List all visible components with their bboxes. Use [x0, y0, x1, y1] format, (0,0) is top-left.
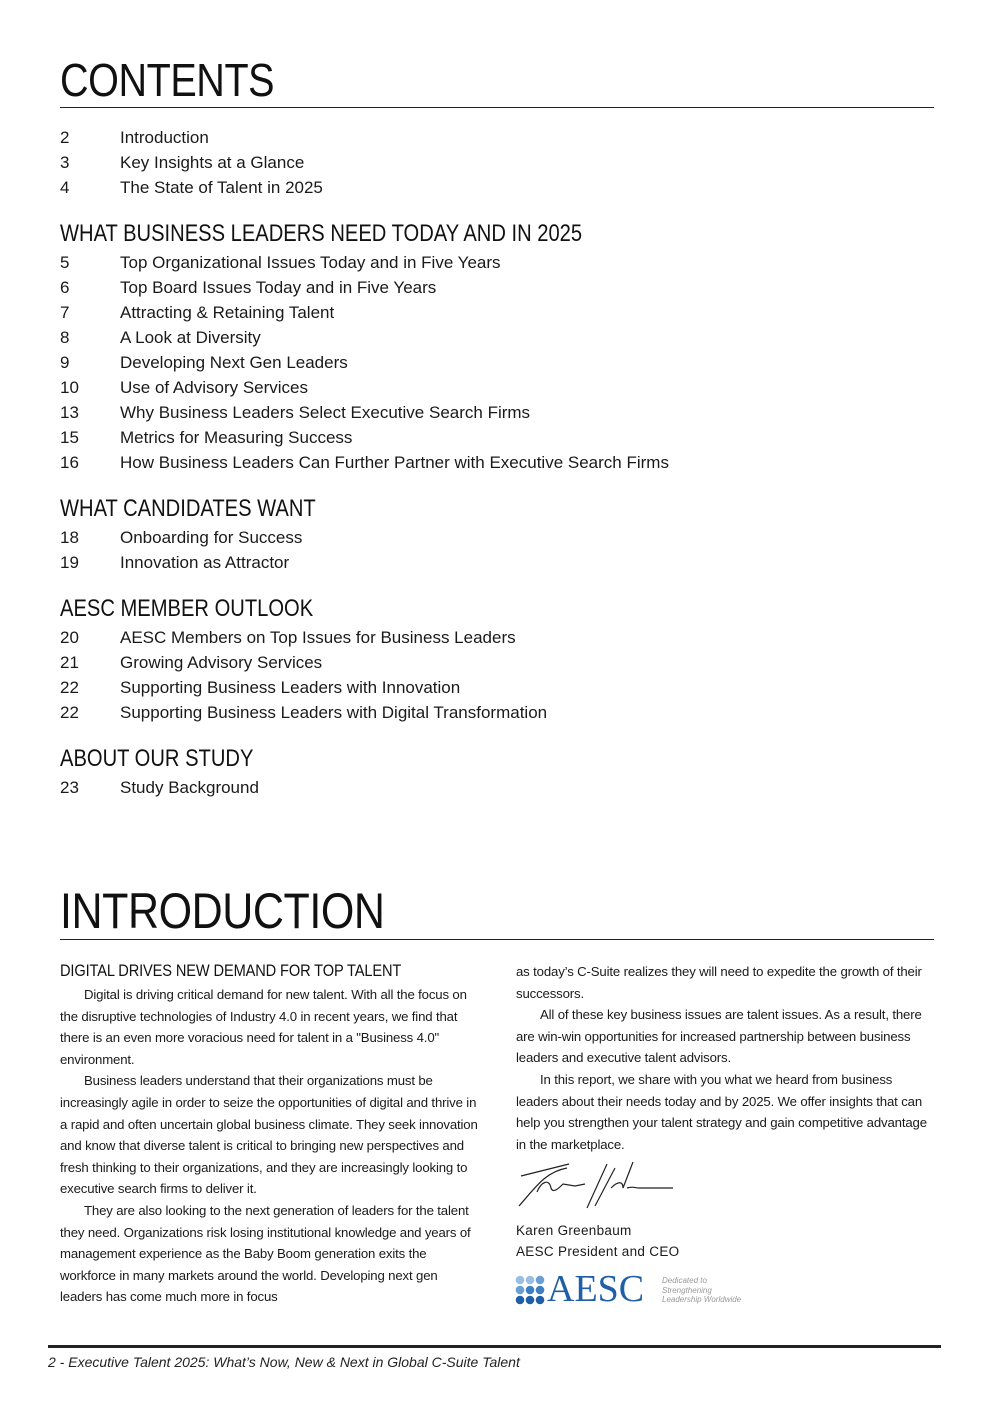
toc-entry-label: Top Board Issues Today and in Five Years: [120, 278, 437, 297]
toc-page-number: 19: [60, 553, 79, 572]
logo-dots-icon: [515, 1275, 545, 1305]
toc-page-number: 6: [60, 278, 70, 297]
page-footer: 2 - Executive Talent 2025: What’s Now, New & Next in Global C-Suite Talent: [48, 1354, 520, 1370]
logo-tagline: [662, 1276, 741, 1305]
intro-paragraph: In this report, we share with you what we heard from business leaders about their needs today and by 2025. We offer insights that can help you strengthen your talent strategy and gain competitive advantage in the marketplace.: [516, 1071, 927, 1152]
toc-page-number: 22: [60, 703, 79, 722]
tagline-line: Dedicated to: [662, 1276, 707, 1285]
logo-dot: [526, 1276, 535, 1285]
intro-left-column: [60, 960, 480, 1308]
introduction-divider: [60, 939, 934, 940]
aesc-logo: [515, 1268, 750, 1310]
toc-page-number: 3: [60, 153, 70, 172]
toc-entry-label: AESC Members on Top Issues for Business Leaders: [120, 628, 516, 647]
signer-title: AESC President and CEO: [516, 1244, 680, 1259]
toc-entry-label: How Business Leaders Can Further Partner with Executive Search Firms: [120, 453, 669, 472]
toc-entry-label: Growing Advisory Services: [120, 653, 323, 672]
toc-page-number: 15: [60, 428, 79, 447]
toc-page-number: 10: [60, 378, 79, 397]
contents-divider: [60, 107, 934, 108]
tagline-line: Strengthening: [662, 1285, 712, 1295]
toc-section-heading: ABOUT OUR STUDY: [60, 745, 254, 772]
toc-entry-label: Metrics for Measuring Success: [120, 428, 353, 447]
toc-section-heading: WHAT BUSINESS LEADERS NEED TODAY AND IN 2025: [60, 220, 583, 247]
intro-right-column: [516, 961, 936, 1155]
logo-dot: [536, 1286, 545, 1295]
toc-entry-label: Why Business Leaders Select Executive Search Firms: [120, 403, 531, 422]
tagline-line: Leadership Worldwide: [662, 1295, 742, 1304]
toc-entry-label: Attracting & Retaining Talent: [120, 303, 335, 322]
intro-paragraph: Business leaders understand that their organizations must be increasingly agile in order to seize the opportunities of digital and thrive in a rapid and often uncertain global business climate. They seek innovation and know that diverse talent is critical to bringing new perspectives and fresh thinking to their organizations, and they are increasingly looking to executive search firms to deliver it.: [60, 1073, 478, 1197]
intro-paragraph: All of these key business issues are talent issues. As a result, there are win-win opportunities for increased partnership between business leaders and executive talent advisors.: [516, 1007, 922, 1066]
toc-entry-label: The State of Talent in 2025: [120, 178, 323, 197]
toc-section-heading: WHAT CANDIDATES WANT: [60, 495, 316, 522]
toc-entry-label: Developing Next Gen Leaders: [120, 353, 348, 372]
toc-section-heading: AESC MEMBER OUTLOOK: [60, 595, 314, 622]
toc-page-number: 20: [60, 628, 79, 647]
toc-entry-label: A Look at Diversity: [120, 328, 261, 347]
logo-wordmark: AESC: [547, 1268, 645, 1310]
toc-page-number: 23: [60, 778, 79, 797]
toc-entry-label: Supporting Business Leaders with Digital Transformation: [120, 703, 548, 722]
intro-paragraph: They are also looking to the next generation of leaders for the talent they need. Organizations risk losing institutional knowledge and years of management experience as the Baby Boom generation exits the workforce in many markets around the world. Developing next gen leaders has come much more in focus: [60, 1202, 471, 1305]
logo-dot: [526, 1286, 535, 1295]
logo-dot: [516, 1296, 525, 1305]
logo-dot: [536, 1296, 545, 1305]
toc-page-number: 21: [60, 653, 79, 672]
toc-page-number: 9: [60, 353, 70, 372]
contents-title: CONTENTS: [60, 54, 275, 106]
toc-entry-label: Onboarding for Success: [120, 528, 303, 547]
intro-paragraph: Digital is driving critical demand for new talent. With all the focus on the disruptive technologies of Industry 4.0 in recent years, we find that there is an even more voracious need for talent in a "Business 4.0" environment.: [60, 987, 467, 1067]
toc-page-number: 22: [60, 678, 79, 697]
toc-entry-label: Key Insights at a Glance: [120, 153, 305, 172]
toc-entry-label: Use of Advisory Services: [120, 378, 309, 397]
signer-name: Karen Greenbaum: [516, 1223, 632, 1238]
toc-page-number: 5: [60, 253, 70, 272]
toc-page-number: 13: [60, 403, 79, 422]
toc-entry-label: Supporting Business Leaders with Innovation: [120, 678, 461, 697]
signature-image: [515, 1158, 680, 1214]
logo-dot: [516, 1276, 525, 1285]
logo-dot: [536, 1276, 545, 1285]
toc-page-number: 8: [60, 328, 70, 347]
toc-page-number: 2: [60, 128, 70, 147]
toc-page-number: 4: [60, 178, 70, 197]
logo-dot: [526, 1296, 535, 1305]
toc-entry-label: Top Organizational Issues Today and in Five Years: [120, 253, 501, 272]
toc-page-number: 16: [60, 453, 79, 472]
intro-paragraph: as today’s C-Suite realizes they will need to expedite the growth of their successors.: [516, 964, 922, 1001]
intro-subheading: DIGITAL DRIVES NEW DEMAND FOR TOP TALENT: [60, 961, 402, 980]
toc-page-number: 7: [60, 303, 70, 322]
introduction-title: INTRODUCTION: [60, 883, 385, 939]
toc-entry-label: Innovation as Attractor: [120, 553, 290, 572]
logo-dot: [516, 1286, 525, 1295]
footer-divider: [48, 1345, 941, 1348]
toc-entry-label: Introduction: [120, 128, 209, 147]
toc-page-number: 18: [60, 528, 79, 547]
toc-entry-label: Study Background: [120, 778, 259, 797]
